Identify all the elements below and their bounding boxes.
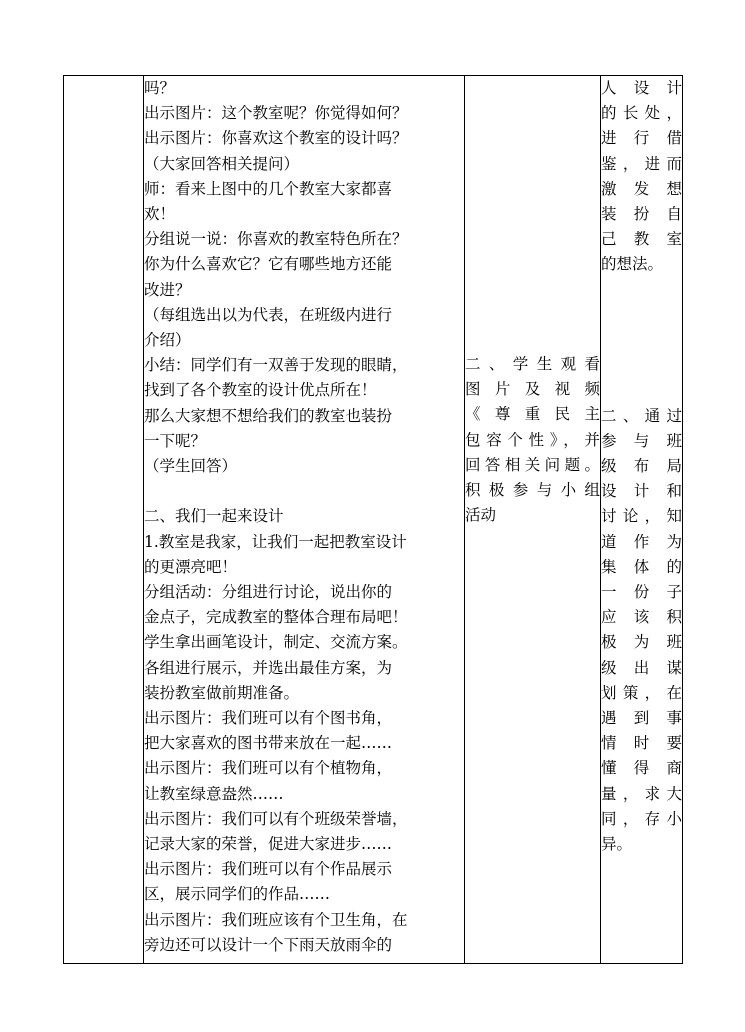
text-line: 旁边还可以设计一个下雨天放雨伞的 [144,935,393,954]
text-line: 区，展示同学们的作品…… [144,885,331,904]
text-line: 记录大家的荣誉，促进大家进步…… [144,835,393,854]
student-activity-text [465,352,600,528]
text-line: 极为班 [601,633,682,652]
text-line: 分组说一说：你喜欢的教室特色所在？ [144,230,408,249]
text-line: 小结：同学们有一双善于发现的眼睛， [144,356,408,375]
text-line: 激发想 [601,179,682,198]
text-line: 参与班 [601,431,682,450]
text-line: 1.教室是我家，让我们一起把教室设计 [144,532,407,551]
text-line: 包容个性》，并 [465,430,600,449]
text-line: 懂得商 [601,759,682,778]
text-line: 改进？ [144,280,191,299]
text-line: 进行借 [601,129,682,148]
text-line: 出示图片：我们班可以有个作品展示 [144,860,393,879]
text-line: 鉴，进而 [601,154,682,173]
design-intent-text-top [601,76,682,278]
text-line: 遇到事 [601,709,682,728]
text-line: 出示图片：我们班可以有个图书角， [144,709,393,728]
teacher-activity-cell [144,76,465,964]
text-line: 图片及视频 [465,380,600,399]
text-line: 二、学生观看 [465,355,600,373]
text-line: 欢！ [144,205,176,224]
text-line: 道作为 [601,532,682,551]
text-line: 设计和 [601,482,682,501]
text-line: 把大家喜欢的图书带来放在一起…… [144,734,393,753]
text-line: 应该积 [601,608,682,627]
text-line: 分组活动：分组进行讨论，说出你的 [144,583,393,602]
text-line: 让教室绿意盎然…… [144,784,284,803]
text-line: （学生回答） [144,457,238,476]
text-line: 找到了各个教室的设计优点所在！ [144,381,377,400]
text-line: 活动 [465,506,497,525]
text-line: 回答相关问题。 [465,455,600,474]
text-line: 讨论，知 [601,507,682,526]
text-line: 出示图片：我们可以有个班级荣誉墙， [144,809,408,828]
text-line: （每组选出以为代表，在班级内进行 [144,305,393,324]
text-line: 的长处， [601,104,682,123]
text-line: 二、通过 [601,406,682,425]
lesson-plan-table [63,75,683,964]
stage-cell [64,76,144,964]
text-line: 人设计 [601,79,682,97]
teacher-activity-text [144,76,464,958]
text-line: 异。 [601,835,633,854]
text-line: 出示图片：你喜欢这个教室的设计吗？ [144,129,408,148]
text-line: 一下呢？ [144,431,207,450]
text-line: 师：看来上图中的几个教室大家都喜 [144,179,393,198]
text-line: 学生拿出画笔设计，制定、交流方案。 [144,633,408,652]
text-line: 装扮自 [601,205,682,224]
text-line: 吗？ [144,79,176,97]
text-line: 出示图片：这个教室呢？你觉得如何？ [144,104,408,123]
text-line: 量，求大 [601,784,682,803]
design-intent-cell [601,76,683,964]
text-line: 集体的 [601,557,682,576]
student-activity-cell [465,76,601,964]
text-line: 的更漂亮吧！ [144,557,238,576]
text-line: 介绍） [144,331,191,350]
text-line: 划策，在 [601,683,682,702]
text-line: 一份子 [601,583,682,602]
text-line: （大家回答相关提问） [144,154,300,173]
text-line: 级出谋 [601,658,682,677]
text-line: 《尊重民主 [465,405,600,424]
text-line: 出示图片：我们班应该有个卫生角，在 [144,910,408,929]
text-line: 金点子，完成教室的整体合理布局吧！ [144,608,408,627]
design-intent-text-bottom [601,404,682,858]
text-line: 各组进行展示，并选出最佳方案，为 [144,658,393,677]
text-line: 己教室 [601,230,682,249]
text-line: 二、我们一起来设计 [144,507,284,526]
text-line: 同，存小 [601,809,682,828]
text-line: 级布局 [601,457,682,476]
table-row [64,76,683,964]
text-line: 积极参与小组 [465,481,600,500]
text-line [144,479,464,504]
text-line: 的想法。 [601,255,664,274]
text-line: 装扮教室做前期准备。 [144,683,300,702]
text-line: 情时要 [601,734,682,753]
text-line: 你为什么喜欢它？它有哪些地方还能 [144,255,393,274]
text-line: 那么大家想不想给我们的教室也装扮 [144,406,393,425]
text-line: 出示图片：我们班可以有个植物角， [144,759,393,778]
